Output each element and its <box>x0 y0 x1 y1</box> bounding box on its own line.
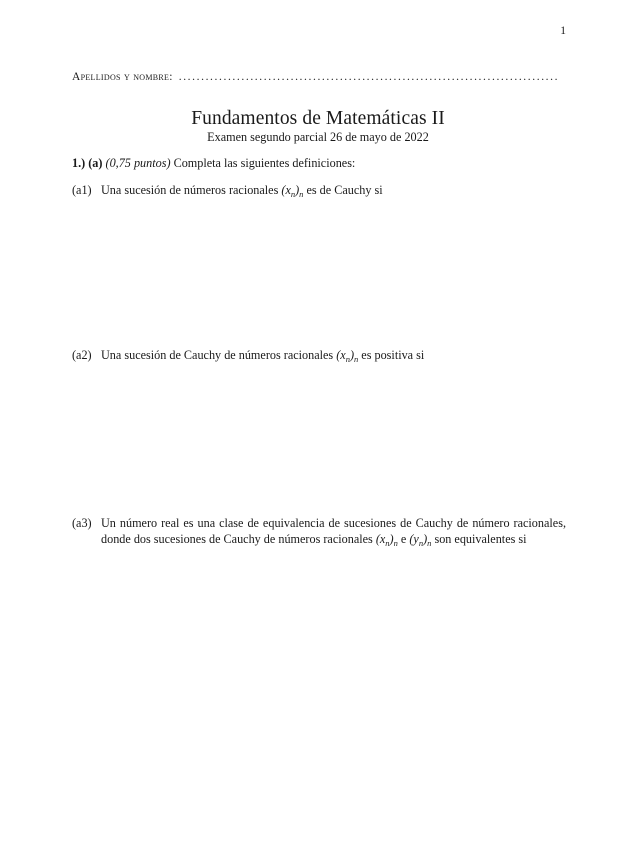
item-text: Una sucesión de números racionales $(x_n)_n$ es de Cauchy si <box>101 183 383 199</box>
item-label: (a3) <box>72 516 92 530</box>
sequence-x: $(x_n)_n$ <box>336 348 359 364</box>
exam-subtitle: Examen segundo parcial 26 de mayo de 2022 <box>207 130 429 144</box>
question-header <box>72 156 355 171</box>
name-field-label: Apellidos y nombre: <box>72 71 173 83</box>
name-field <box>72 71 566 83</box>
item-a2 <box>72 348 566 368</box>
question-instruction: Completa las siguientes definiciones: <box>173 156 356 170</box>
page-number: 1 <box>560 25 566 37</box>
exam-title: Fundamentos de Matemáticas II <box>191 108 445 129</box>
name-field-dots: ..................................................................................... <box>178 71 560 83</box>
question-part: (a) <box>88 156 103 170</box>
sequence-x: $(x_n)_n$ <box>281 183 304 199</box>
item-a3 <box>72 516 566 551</box>
item-label: (a1) <box>72 183 92 197</box>
question-points: (0,75 puntos) <box>105 156 171 170</box>
sequence-y: $(y_n)_n$ <box>409 531 432 548</box>
item-text: Una sucesión de Cauchy de números racionales $(x_n)_n$ es positiva si <box>101 348 425 364</box>
sequence-x: $(x_n)_n$ <box>375 531 398 548</box>
question-number: 1.) <box>72 156 86 170</box>
item-label: (a2) <box>72 348 92 362</box>
item-text: Un número real es una clase de equivalencia de sucesiones de Cauchy de número racionales, donde dos sucesiones de Cauchy de números racionales $(x_n)_n$ e $(y_n)_n$ son equivalentes si <box>101 516 566 548</box>
item-a1 <box>72 183 566 203</box>
